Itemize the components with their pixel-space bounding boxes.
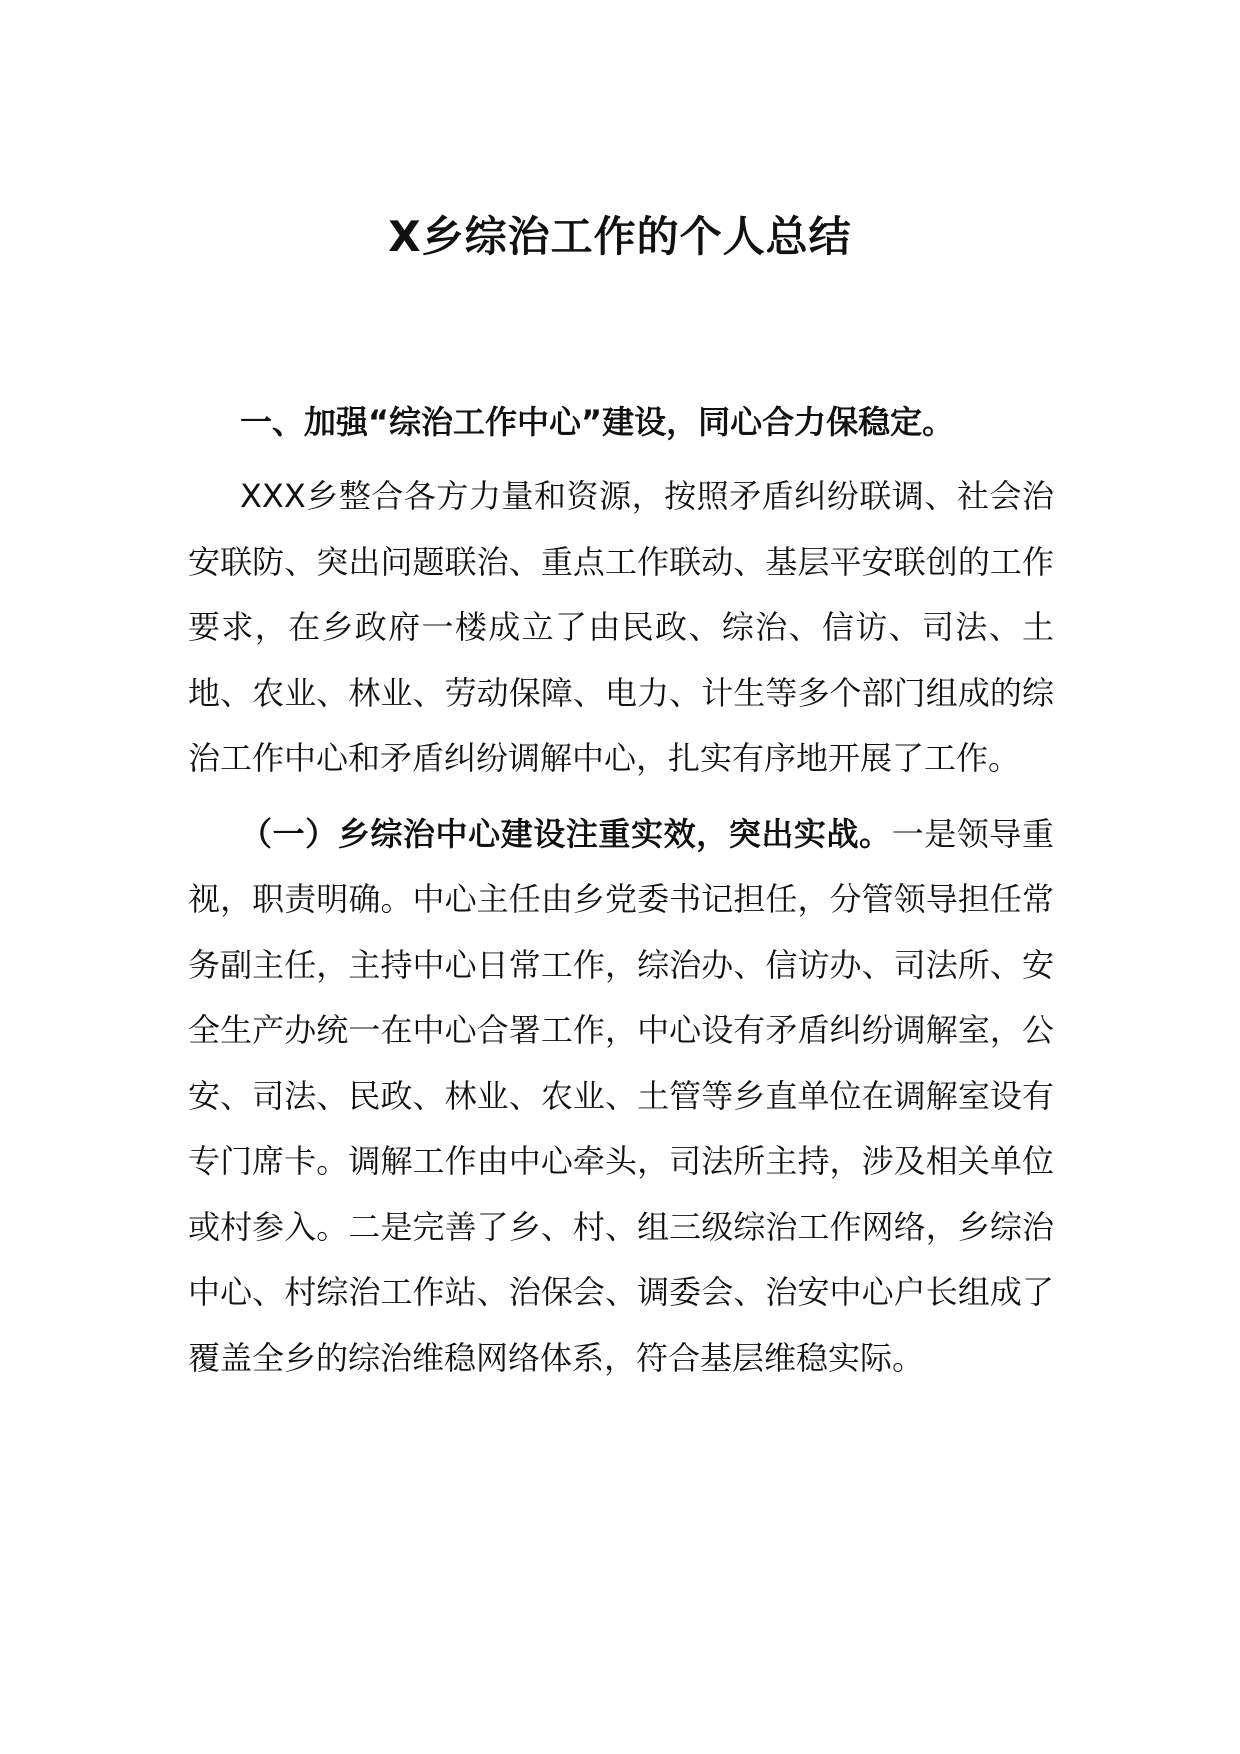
subsection-paragraph xyxy=(188,802,1054,1392)
subsection-heading: （一）乡综治中心建设注重实效，突出实战。 xyxy=(240,814,892,853)
section-heading: 一、加强“综治工作中心”建设，同心合力保稳定。 xyxy=(240,403,955,441)
document-body xyxy=(188,390,1054,1401)
document-title: X乡综治工作的个人总结 xyxy=(388,212,852,261)
subsection-body: 一是领导重视，职责明确。中心主任由乡党委书记担任，分管领导担任常务副主任，主持中心日常工作，综治办、信访办、司法所、安全生产办统一在中心合署工作，中心设有矛盾纠纷调解室，公安、司法、民政、林业、农业、土管等乡直单位在调解室设有专门席卡。调解工作由中心牵头，司法所主持，涉及相关单位或村参入。二是完善了乡、村、组三级综治工作网络，乡综治中心、村综治工作站、治保会、调委会、治安中心户长组成了覆盖全乡的综治维稳网络体系，符合基层维稳实际。 xyxy=(188,814,1054,1377)
body-paragraph: XXX乡整合各方力量和资源，按照矛盾纠纷联调、社会治安联防、突出问题联治、重点工作联动、基层平安联创的工作要求，在乡政府一楼成立了由民政、综治、信访、司法、土地、农业、林业、劳动保障、电力、计生等多个部门组成的综治工作中心和矛盾纠纷调解中心，扎实有序地开展了工作。 xyxy=(188,477,1054,777)
